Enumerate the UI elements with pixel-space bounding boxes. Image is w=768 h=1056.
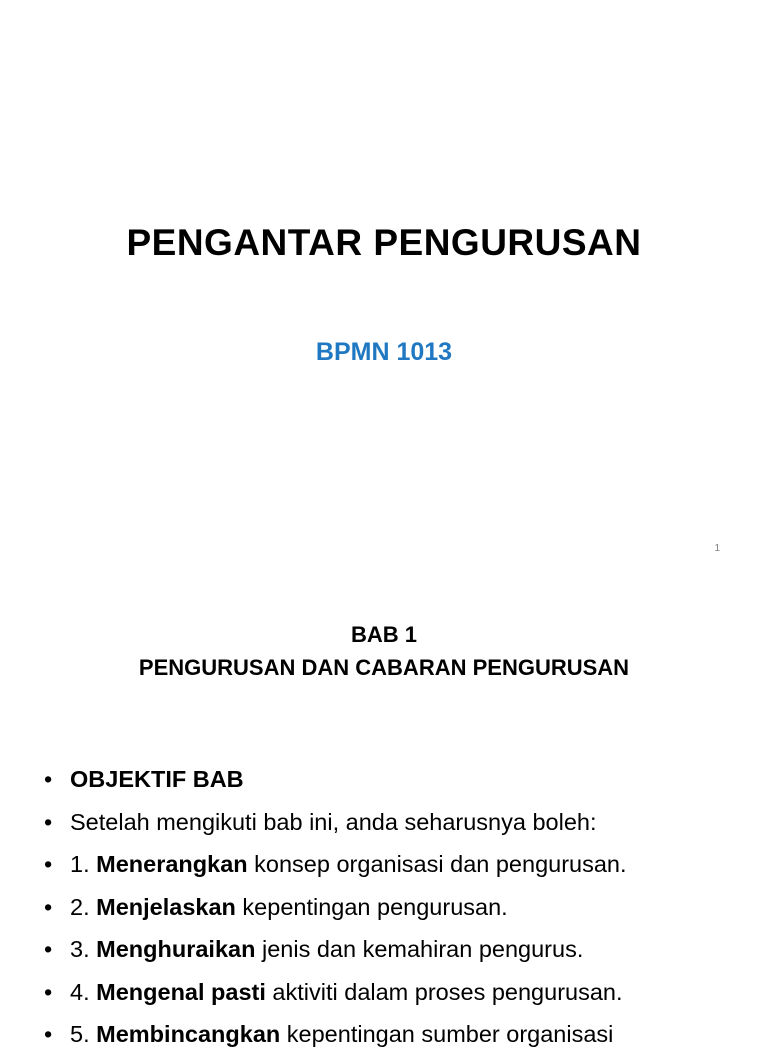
list-item: • 1. Menerangkan konsep organisasi dan pengurusan. bbox=[44, 843, 627, 886]
slide-2 bbox=[0, 576, 768, 1047]
list-item: • 3. Menghuraikan jenis dan kemahiran pengurus. bbox=[44, 928, 627, 971]
chapter-title: PENGURUSAN DAN CABARAN PENGURUSAN bbox=[138, 655, 630, 680]
course-code: BPMN 1013 bbox=[315, 338, 453, 366]
chapter-number: BAB 1 bbox=[350, 622, 417, 647]
list-item: • 5. Membincangkan kepentingan sumber organisasi bbox=[44, 1013, 627, 1056]
chapter-heading bbox=[0, 618, 768, 684]
list-item: • 4. Mengenal pasti aktiviti dalam proses pengurusan. bbox=[44, 971, 627, 1014]
list-item: • 2. Menjelaskan kepentingan pengurusan. bbox=[44, 886, 627, 929]
list-item: • Setelah mengikuti bab ini, anda seharusnya boleh: bbox=[44, 801, 627, 844]
slide-title: PENGANTAR PENGURUSAN bbox=[126, 222, 642, 263]
page-number: 1 bbox=[714, 543, 720, 554]
list-item: • OBJEKTIF BAB bbox=[44, 758, 627, 801]
objectives-list bbox=[44, 758, 627, 1056]
